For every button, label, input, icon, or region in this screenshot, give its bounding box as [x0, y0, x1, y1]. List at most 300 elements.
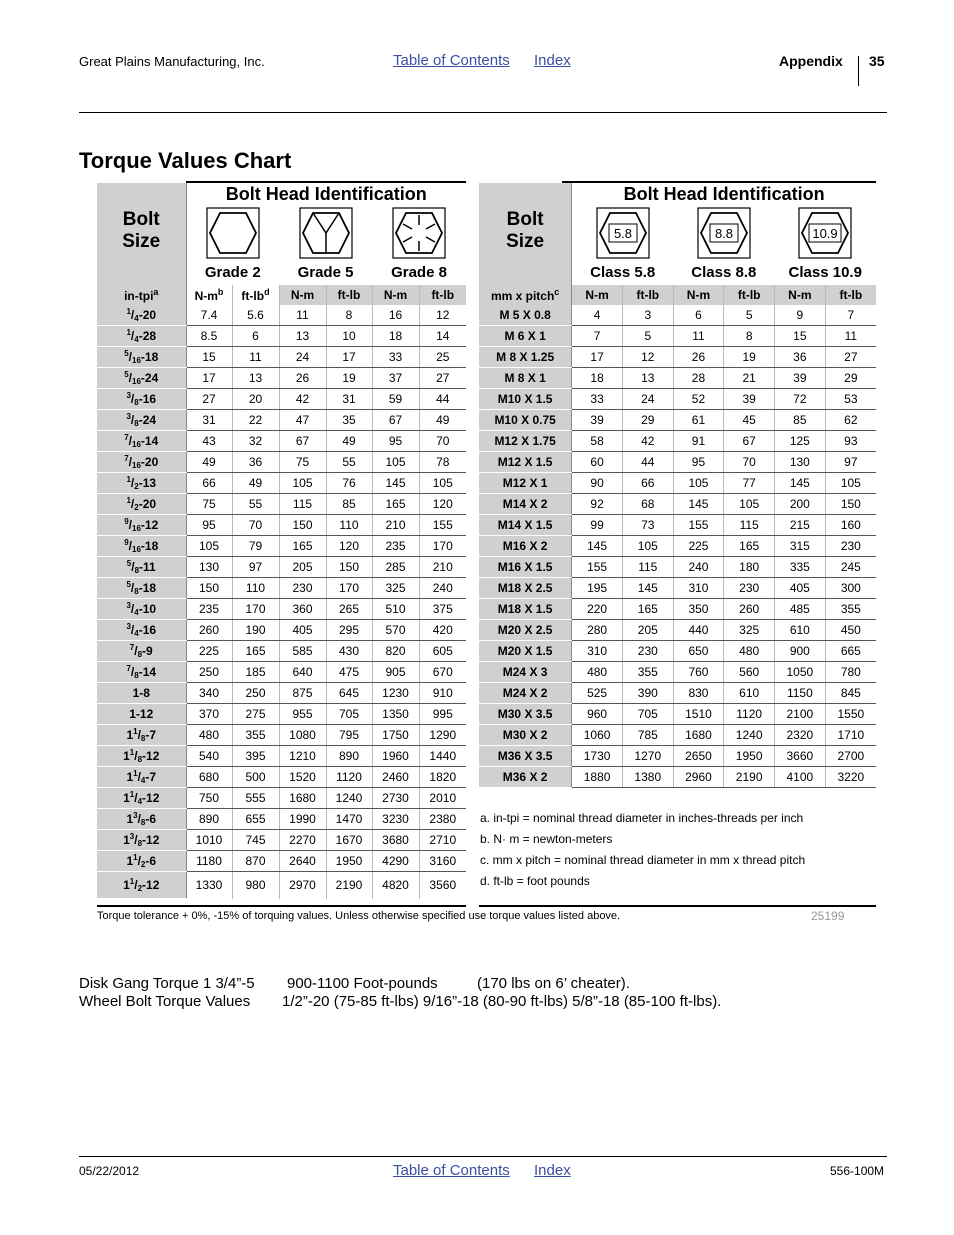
bolt-size-cell: $^5/_8-11$ — [97, 557, 186, 578]
torque-value-cell: 525 — [572, 683, 623, 704]
torque-value-cell: 375 — [419, 599, 466, 620]
table-row — [479, 389, 876, 410]
torque-value-cell: 115 — [622, 557, 673, 578]
torque-value-cell: 7 — [825, 305, 876, 326]
torque-value-cell: 145 — [775, 473, 826, 494]
torque-value-cell: 980 — [232, 872, 279, 899]
torque-value-cell: 905 — [372, 662, 419, 683]
disk-gang-value: 900-1100 Foot-pounds — [287, 975, 438, 992]
bolt-size-cell: M 6 X 1 — [479, 326, 572, 347]
table-row — [479, 746, 876, 767]
sub-header: ft-lb — [825, 285, 876, 305]
bolt-size-cell: M20 X 1.5 — [479, 641, 572, 662]
bolt-size-cell: M24 X 3 — [479, 662, 572, 683]
torque-value-cell: 1880 — [572, 767, 623, 788]
torque-value-cell: 62 — [825, 410, 876, 431]
bolt-size-cell: M30 X 2 — [479, 725, 572, 746]
torque-value-cell: 26 — [279, 368, 326, 389]
torque-value-cell: 235 — [186, 599, 232, 620]
torque-value-cell: 230 — [724, 578, 775, 599]
torque-value-cell: 2970 — [279, 872, 326, 899]
grade-5-cell — [279, 205, 372, 285]
torque-value-cell: 10 — [326, 326, 372, 347]
torque-value-cell: 92 — [572, 494, 623, 515]
grade-2-label: Grade 2 — [204, 264, 261, 281]
torque-value-cell: 250 — [232, 683, 279, 704]
table-row — [479, 557, 876, 578]
table-row — [97, 347, 466, 368]
torque-value-cell: 15 — [186, 347, 232, 368]
torque-value-cell: 240 — [673, 557, 724, 578]
torque-value-cell: 785 — [622, 725, 673, 746]
torque-value-cell: 24 — [279, 347, 326, 368]
table-row — [97, 662, 466, 683]
class-10-9-bolt-icon — [795, 205, 855, 261]
torque-value-cell: 70 — [724, 452, 775, 473]
torque-value-cell: 73 — [622, 515, 673, 536]
table-row — [479, 305, 876, 326]
table-row — [479, 662, 876, 683]
torque-value-cell: 1950 — [724, 746, 775, 767]
torque-value-cell: 650 — [673, 641, 724, 662]
torque-value-cell: 160 — [825, 515, 876, 536]
torque-value-cell: 480 — [572, 662, 623, 683]
torque-value-cell: 750 — [186, 788, 232, 809]
table-row — [97, 557, 466, 578]
torque-value-cell: 440 — [673, 620, 724, 641]
table-row — [97, 872, 466, 899]
torque-value-cell: 5 — [622, 326, 673, 347]
torque-value-cell: 5 — [724, 305, 775, 326]
torque-value-cell: 115 — [724, 515, 775, 536]
torque-value-cell: 29 — [825, 368, 876, 389]
torque-value-cell: 12 — [419, 305, 466, 326]
torque-value-cell: 27 — [186, 389, 232, 410]
torque-value-cell: 875 — [279, 683, 326, 704]
torque-value-cell: 13 — [279, 326, 326, 347]
torque-value-cell: 225 — [186, 641, 232, 662]
torque-value-cell: 68 — [622, 494, 673, 515]
torque-value-cell: 7 — [572, 326, 623, 347]
torque-value-cell: 110 — [232, 578, 279, 599]
torque-value-cell: 26 — [673, 347, 724, 368]
torque-value-cell: 43 — [186, 431, 232, 452]
torque-value-cell: 95 — [673, 452, 724, 473]
bolt-size-cell: $^1/_4-20$ — [97, 305, 186, 326]
torque-value-cell: 910 — [419, 683, 466, 704]
torque-value-cell: 1240 — [724, 725, 775, 746]
bolt-size-line2: Size — [122, 231, 161, 252]
torque-value-cell: 830 — [673, 683, 724, 704]
bolt-size-cell: M 8 X 1.25 — [479, 347, 572, 368]
torque-value-cell: 39 — [775, 368, 826, 389]
torque-value-cell: 25 — [419, 347, 466, 368]
grade-2-bolt-icon — [203, 205, 263, 261]
table-row — [479, 641, 876, 662]
torque-value-cell: 99 — [572, 515, 623, 536]
bolt-size-cell: $1^1/_8-12$ — [97, 746, 186, 767]
class-mark-text: 10.9 — [812, 226, 838, 241]
bolt-size-line1: Bolt — [506, 209, 544, 230]
bolt-size-cell: $1^1/_2-6$ — [97, 851, 186, 872]
disk-gang-label: Disk Gang Torque 1 3/4”-5 — [79, 975, 255, 992]
grade-8-bolt-icon — [389, 205, 449, 261]
bolt-size-cell: $^7/_8-9$ — [97, 641, 186, 662]
torque-value-cell: 44 — [622, 452, 673, 473]
torque-value-cell: 360 — [279, 599, 326, 620]
inch-subheader-row — [97, 285, 466, 305]
torque-value-cell: 18 — [372, 326, 419, 347]
table-row — [97, 515, 466, 536]
table-row — [479, 620, 876, 641]
torque-value-cell: 35 — [326, 410, 372, 431]
torque-tolerance-note: Torque tolerance + 0%, -15% of torquing values. Unless otherwise specified use torque values listed above. — [97, 910, 621, 922]
bolt-size-cell: $^9/_{16}-12$ — [97, 515, 186, 536]
torque-value-cell: 665 — [825, 641, 876, 662]
torque-value-cell: 8 — [724, 326, 775, 347]
bolt-size-cell: $^7/_{16}-20$ — [97, 452, 186, 473]
bolt-size-cell: $^5/_{16}-18$ — [97, 347, 186, 368]
sub-header: ft-lb — [724, 285, 775, 305]
bolt-size-cell: $^1/_2-20$ — [97, 494, 186, 515]
table-row — [97, 452, 466, 473]
wheel-bolt-label: Wheel Bolt Torque Values — [79, 993, 251, 1010]
torque-value-cell: 15 — [775, 326, 826, 347]
torque-value-cell: 680 — [186, 767, 232, 788]
table-row — [479, 536, 876, 557]
torque-value-cell: 2640 — [279, 851, 326, 872]
torque-value-cell: 39 — [572, 410, 623, 431]
torque-value-cell: 3680 — [372, 830, 419, 851]
class-mark-text: 8.8 — [714, 226, 733, 241]
page-number: 35 — [869, 53, 885, 69]
torque-value-cell: 49 — [186, 452, 232, 473]
bolt-head-title: Bolt Head Identification — [225, 183, 427, 204]
torque-value-cell: 28 — [673, 368, 724, 389]
torque-value-cell: 205 — [279, 557, 326, 578]
company-name: Great Plains Manufacturing, Inc. — [79, 54, 265, 69]
class-5-8-bolt-icon — [593, 205, 653, 261]
footnote-c: c. mm x pitch = nominal thread diameter in mm x thread pitch — [480, 853, 806, 867]
torque-value-cell: 1180 — [186, 851, 232, 872]
bolt-size-cell: $^1/_4-28$ — [97, 326, 186, 347]
torque-value-cell: 560 — [724, 662, 775, 683]
footer-index-link[interactable]: Index — [534, 1162, 571, 1179]
bolt-size-cell: M16 X 2 — [479, 536, 572, 557]
torque-value-cell: 3560 — [429, 878, 457, 893]
torque-value-cell: 72 — [775, 389, 826, 410]
bolt-size-cell: M36 X 2 — [479, 767, 572, 788]
table-row — [97, 641, 466, 662]
torque-value-cell: 230 — [825, 536, 876, 557]
torque-value-cell: 105 — [622, 536, 673, 557]
torque-value-cell: 705 — [326, 704, 372, 725]
torque-value-cell: 115 — [279, 494, 326, 515]
torque-value-cell: 90 — [572, 473, 623, 494]
torque-value-cell: 2700 — [825, 746, 876, 767]
torque-value-cell: 165 — [372, 494, 419, 515]
torque-value-cell: 31 — [326, 389, 372, 410]
table-bottom-rule — [479, 905, 876, 907]
grade-5-bolt-icon — [296, 205, 356, 261]
torque-value-cell: 230 — [622, 641, 673, 662]
class-mark-text: 5.8 — [613, 226, 632, 241]
header-divider — [858, 56, 859, 86]
torque-value-cell: 32 — [232, 431, 279, 452]
torque-value-cell: 310 — [572, 641, 623, 662]
torque-value-cell: 29 — [622, 410, 673, 431]
torque-value-cell: 540 — [186, 746, 232, 767]
bolt-head-header — [572, 183, 876, 205]
torque-value-cell: 325 — [724, 620, 775, 641]
bolt-size-cell: M10 X 0.75 — [479, 410, 572, 431]
table-row — [97, 704, 466, 725]
torque-value-cell: 130 — [775, 452, 826, 473]
table-row — [97, 830, 466, 851]
torque-value-cell: 145 — [372, 473, 419, 494]
bolt-size-cell: $^3/_8-16$ — [97, 389, 186, 410]
table-row — [479, 368, 876, 389]
torque-value-cell: 105 — [825, 473, 876, 494]
header-toc-link[interactable]: Table of Contents — [393, 52, 510, 69]
torque-value-cell: 325 — [372, 578, 419, 599]
torque-value-cell: 150 — [279, 515, 326, 536]
torque-value-cell: 66 — [186, 473, 232, 494]
sub-header: N-m — [372, 285, 419, 305]
torque-value-cell: 705 — [622, 704, 673, 725]
torque-value-cell: 105 — [724, 494, 775, 515]
torque-value-cell: 150 — [326, 557, 372, 578]
torque-value-cell: 1380 — [622, 767, 673, 788]
torque-value-cell: 1990 — [279, 809, 326, 830]
bolt-size-cell: M18 X 2.5 — [479, 578, 572, 599]
table-row — [479, 452, 876, 473]
torque-value-cell: 66 — [622, 473, 673, 494]
bolt-size-cell: M30 X 3.5 — [479, 704, 572, 725]
torque-value-cell: 60 — [572, 452, 623, 473]
torque-value-cell: 4820 — [372, 872, 419, 899]
bolt-size-cell: $^5/_8-18$ — [97, 578, 186, 599]
torque-value-cell: 52 — [673, 389, 724, 410]
table-row — [479, 725, 876, 746]
torque-value-cell: 210 — [372, 515, 419, 536]
torque-value-cell: 405 — [279, 620, 326, 641]
torque-value-cell: 145 — [673, 494, 724, 515]
torque-value-cell: 1680 — [279, 788, 326, 809]
disk-gang-note: (170 lbs on 6’ cheater). — [477, 975, 630, 992]
torque-value-cell: 49 — [326, 431, 372, 452]
torque-value-cell: 475 — [326, 662, 372, 683]
table-row — [479, 494, 876, 515]
torque-value-cell: 230 — [279, 578, 326, 599]
torque-value-cell: 27 — [419, 368, 466, 389]
torque-value-cell: 510 — [372, 599, 419, 620]
torque-value-cell: 2380 — [419, 809, 466, 830]
torque-value-cell: 2010 — [419, 788, 466, 809]
torque-value-cell: 91 — [673, 431, 724, 452]
torque-value-cell: 27 — [825, 347, 876, 368]
torque-value-cell: 37 — [372, 368, 419, 389]
torque-value-cell: 2650 — [673, 746, 724, 767]
torque-value-cell: 95 — [186, 515, 232, 536]
torque-value-cell: 20 — [232, 389, 279, 410]
table-row — [479, 473, 876, 494]
bolt-size-line1: Bolt — [122, 209, 160, 230]
torque-value-cell: 95 — [372, 431, 419, 452]
bolt-size-cell: M12 X 1 — [479, 473, 572, 494]
torque-value-cell: 220 — [572, 599, 623, 620]
torque-value-cell: 1550 — [825, 704, 876, 725]
torque-value-cell: 420 — [419, 620, 466, 641]
torque-value-cell: 610 — [724, 683, 775, 704]
bolt-size-cell: $1^3/_8-12$ — [97, 830, 186, 851]
torque-value-cell: 125 — [775, 431, 826, 452]
torque-value-cell: 300 — [825, 578, 876, 599]
torque-value-cell: 1680 — [673, 725, 724, 746]
torque-value-cell: 77 — [724, 473, 775, 494]
torque-value-cell: 395 — [232, 746, 279, 767]
torque-value-cell: 75 — [279, 452, 326, 473]
metric-torque-table — [479, 183, 876, 788]
bolt-size-cell: $1^3/_8-6$ — [97, 809, 186, 830]
torque-value-cell: 250 — [186, 662, 232, 683]
torque-value-cell: 2190 — [724, 767, 775, 788]
torque-value-cell: 480 — [724, 641, 775, 662]
bolt-size-cell: $^3/_8-24$ — [97, 410, 186, 431]
torque-value-cell: 285 — [372, 557, 419, 578]
torque-value-cell: 185 — [232, 662, 279, 683]
torque-value-cell: 130 — [186, 557, 232, 578]
torque-value-cell: 645 — [326, 683, 372, 704]
figure-number: 25199 — [811, 909, 845, 923]
torque-value-cell: 210 — [419, 557, 466, 578]
footer-toc-link[interactable]: Table of Contents — [393, 1162, 510, 1179]
grade-8-cell — [372, 205, 466, 285]
torque-value-cell: 58 — [572, 431, 623, 452]
torque-value-cell: 170 — [419, 536, 466, 557]
torque-value-cell: 42 — [279, 389, 326, 410]
torque-value-cell: 85 — [326, 494, 372, 515]
bolt-size-cell: M 8 X 1 — [479, 368, 572, 389]
torque-value-cell: 4290 — [372, 851, 419, 872]
torque-value-cell: 110 — [326, 515, 372, 536]
torque-value-cell: 1270 — [622, 746, 673, 767]
sub-header: N-m — [279, 285, 326, 305]
torque-value-cell: 70 — [232, 515, 279, 536]
class-8-8-cell — [673, 205, 774, 285]
class-8-8-bolt-icon — [694, 205, 754, 261]
bolt-size-cell: M36 X 3.5 — [479, 746, 572, 767]
bolt-size-cell: M18 X 1.5 — [479, 599, 572, 620]
torque-value-cell: 17 — [326, 347, 372, 368]
torque-value-cell: 8.5 — [186, 326, 232, 347]
torque-value-cell: 3 — [622, 305, 673, 326]
torque-value-cell: 150 — [825, 494, 876, 515]
header-index-link[interactable]: Index — [534, 52, 571, 69]
torque-value-cell: 555 — [232, 788, 279, 809]
bolt-size-cell: M16 X 1.5 — [479, 557, 572, 578]
torque-value-cell: 215 — [775, 515, 826, 536]
torque-value-cell: 59 — [372, 389, 419, 410]
torque-value-cell: 315 — [775, 536, 826, 557]
table-row — [97, 620, 466, 641]
sub-header: N-m — [673, 285, 724, 305]
torque-value-cell: 70 — [419, 431, 466, 452]
class-5-8-label: Class 5.8 — [590, 264, 656, 281]
table-row — [479, 767, 876, 788]
bolt-size-cell: $1^1/_4-7$ — [97, 767, 186, 788]
torque-value-cell: 85 — [775, 410, 826, 431]
torque-value-cell: 105 — [419, 473, 466, 494]
torque-value-cell: 275 — [232, 704, 279, 725]
torque-value-cell: 97 — [232, 557, 279, 578]
torque-value-cell: 45 — [724, 410, 775, 431]
torque-value-cell: 36 — [232, 452, 279, 473]
torque-value-cell: 780 — [825, 662, 876, 683]
torque-value-cell: 3230 — [372, 809, 419, 830]
table-row — [97, 683, 466, 704]
table-row — [479, 410, 876, 431]
bolt-size-cell: $1^1/_4-12$ — [97, 788, 186, 809]
torque-value-cell: 900 — [775, 641, 826, 662]
torque-value-cell: 55 — [232, 494, 279, 515]
torque-value-cell: 93 — [825, 431, 876, 452]
torque-value-cell: 78 — [419, 452, 466, 473]
torque-value-cell: 2460 — [372, 767, 419, 788]
torque-value-cell: 1240 — [326, 788, 372, 809]
torque-value-cell: 1710 — [825, 725, 876, 746]
torque-value-cell: 355 — [825, 599, 876, 620]
torque-value-cell: 260 — [724, 599, 775, 620]
torque-value-cell: 745 — [232, 830, 279, 851]
torque-value-cell: 820 — [372, 641, 419, 662]
torque-value-cell: 97 — [825, 452, 876, 473]
table-row — [97, 599, 466, 620]
sub-header: $ft-lb^d$ — [232, 285, 279, 305]
metric-subheader-row — [479, 285, 876, 305]
table-row — [97, 305, 466, 326]
torque-value-cell: 150 — [186, 578, 232, 599]
torque-value-cell: 640 — [279, 662, 326, 683]
torque-value-cell: 225 — [673, 536, 724, 557]
torque-value-cell: 1210 — [279, 746, 326, 767]
torque-value-cell: 605 — [419, 641, 466, 662]
bolt-size-cell: $1^1/_8-7$ — [97, 725, 186, 746]
torque-value-cell: 165 — [622, 599, 673, 620]
torque-value-cell: 1440 — [419, 746, 466, 767]
torque-value-cell: 2960 — [673, 767, 724, 788]
torque-value-cell: 33 — [372, 347, 419, 368]
table-row — [479, 599, 876, 620]
torque-value-cell: 61 — [673, 410, 724, 431]
torque-value-cell: 205 — [622, 620, 673, 641]
in-tpi-header: in-tpi$^a$ — [97, 285, 186, 305]
table-row — [97, 767, 466, 788]
torque-value-cell: 165 — [232, 641, 279, 662]
torque-value-cell: 200 — [775, 494, 826, 515]
bolt-size-cell: $^5/_{16}-24$ — [97, 368, 186, 389]
torque-value-cell: 170 — [326, 578, 372, 599]
torque-value-cell: 450 — [825, 620, 876, 641]
class-10-9-label: Class 10.9 — [788, 264, 862, 281]
torque-value-cell: 350 — [673, 599, 724, 620]
torque-value-cell: 18 — [572, 368, 623, 389]
torque-value-cell: 42 — [622, 431, 673, 452]
torque-value-cell: 1120 — [724, 704, 775, 725]
torque-value-cell: 145 — [572, 536, 623, 557]
bolt-head-header — [186, 183, 466, 205]
torque-value-cell: 36 — [775, 347, 826, 368]
